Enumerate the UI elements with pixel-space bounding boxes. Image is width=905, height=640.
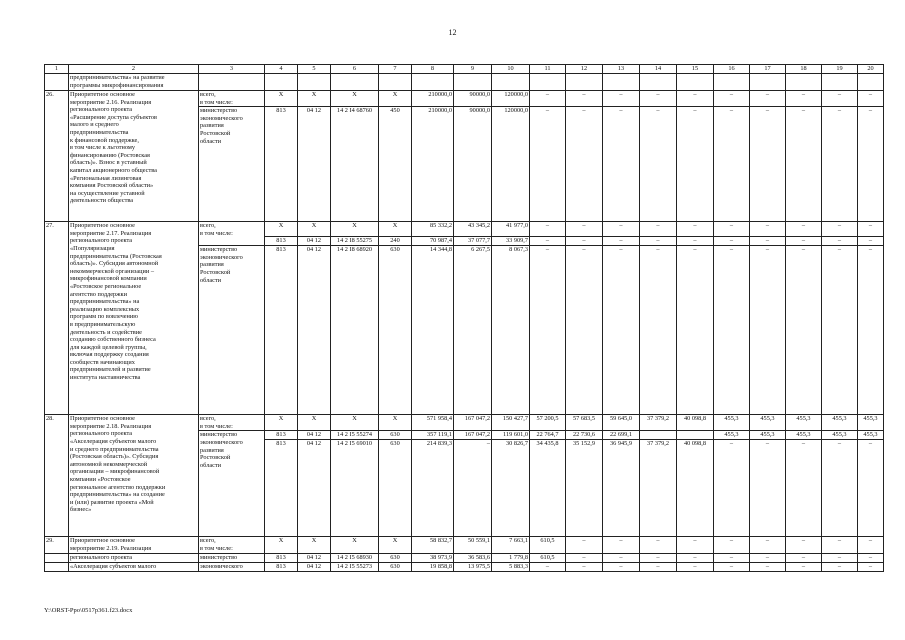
table-cell: 19 858,8 <box>412 562 454 571</box>
table-cell: 813 <box>265 562 298 571</box>
table-cell: 630 <box>379 562 412 571</box>
table-cell <box>454 74 492 91</box>
table-cell: Х <box>265 222 298 237</box>
column-header: 2 <box>69 65 199 74</box>
table-cell: 210000,0 <box>412 91 454 107</box>
table-cell <box>677 431 714 440</box>
table-cell: 813 <box>265 431 298 440</box>
table-cell: – <box>822 91 858 107</box>
table-cell <box>858 74 884 91</box>
table-cell: 813 <box>265 246 298 415</box>
table-cell: – <box>677 91 714 107</box>
table-cell: – <box>603 246 640 415</box>
table-cell: 59 645,0 <box>603 415 640 431</box>
table-cell: – <box>786 246 822 415</box>
table-cell: 58 832,7 <box>412 537 454 553</box>
table-cell: 450 <box>379 107 412 222</box>
table-cell: 455,3 <box>750 415 786 431</box>
table-cell: 14 2 I5 69010 <box>331 440 379 537</box>
table-cell: – <box>603 237 640 246</box>
table-cell: 04 12 <box>298 440 331 537</box>
table-cell: – <box>858 222 884 237</box>
table-cell: Х <box>331 415 379 431</box>
table-cell: 455,3 <box>822 431 858 440</box>
table-cell: 40 098,8 <box>677 440 714 537</box>
table-cell: – <box>750 107 786 222</box>
page-number: 12 <box>448 28 457 37</box>
table-cell <box>492 74 530 91</box>
table-cell: – <box>822 222 858 237</box>
table-cell: 455,3 <box>786 415 822 431</box>
column-header: 19 <box>822 65 858 74</box>
table-cell <box>45 553 69 562</box>
table-cell: – <box>603 562 640 571</box>
table-cell: – <box>786 553 822 562</box>
table-cell: 610,5 <box>530 537 566 553</box>
table-cell: 90000,0 <box>454 107 492 222</box>
table-cell: – <box>750 246 786 415</box>
table-cell: 37 379,2 <box>640 440 677 537</box>
column-header: 17 <box>750 65 786 74</box>
table-cell: 630 <box>379 553 412 562</box>
table-cell: 35 152,9 <box>566 440 603 537</box>
table-cell: 04 12 <box>298 562 331 571</box>
table-cell: – <box>640 553 677 562</box>
table-cell: – <box>822 562 858 571</box>
table-cell: – <box>822 107 858 222</box>
column-header: 5 <box>298 65 331 74</box>
table-cell: 150 427,7 <box>492 415 530 431</box>
table-cell: – <box>858 553 884 562</box>
table-cell: 571 958,4 <box>412 415 454 431</box>
table-cell <box>199 74 265 91</box>
table-cell: 14 2 I8 55275 <box>331 237 379 246</box>
table-cell: – <box>750 553 786 562</box>
table-cell: – <box>640 562 677 571</box>
responsible-executor: министерство экономического развития Ростовской области <box>199 431 265 537</box>
table-cell: 120000,0 <box>492 91 530 107</box>
table-cell: 1 779,8 <box>492 553 530 562</box>
responsible-executor: всего, в том числе: <box>199 91 265 107</box>
table-cell: – <box>750 562 786 571</box>
header-row <box>45 65 884 74</box>
table-cell: – <box>786 107 822 222</box>
table-cell: 33 909,7 <box>492 237 530 246</box>
table-cell: Х <box>265 415 298 431</box>
table-cell: – <box>786 237 822 246</box>
table-cell: – <box>750 222 786 237</box>
table-cell: – <box>858 562 884 571</box>
table-cell <box>45 562 69 571</box>
table-cell: 14 2 I5 68930 <box>331 553 379 562</box>
table-cell: – <box>822 246 858 415</box>
table-cell: 04 12 <box>298 237 331 246</box>
table-cell: 04 12 <box>298 553 331 562</box>
table-cell: Х <box>331 91 379 107</box>
table-cell: Х <box>331 537 379 553</box>
table-cell <box>265 74 298 91</box>
table-cell: – <box>714 222 750 237</box>
responsible-executor: экономического <box>199 562 265 571</box>
table-cell: 43 345,2 <box>454 222 492 237</box>
column-header: 1 <box>45 65 69 74</box>
table-cell <box>786 74 822 91</box>
table-cell: – <box>566 537 603 553</box>
table-cell: – <box>714 553 750 562</box>
table-cell: – <box>714 440 750 537</box>
item-description: «Акселерация субъектов малого <box>69 562 199 571</box>
table-cell: – <box>786 222 822 237</box>
table-cell: 22 730,6 <box>566 431 603 440</box>
table-cell: – <box>566 562 603 571</box>
table-cell: – <box>677 237 714 246</box>
table-cell: – <box>822 237 858 246</box>
table-cell: 630 <box>379 431 412 440</box>
item-number: 29. <box>45 537 69 553</box>
table-cell: 14 2 I5 55274 <box>331 431 379 440</box>
table-cell: Х <box>331 222 379 237</box>
table-cell: – <box>858 537 884 553</box>
column-header: 16 <box>714 65 750 74</box>
table-cell: 36 583,6 <box>454 553 492 562</box>
table-cell <box>714 74 750 91</box>
table-cell: – <box>640 222 677 237</box>
table-cell: 167 047,2 <box>454 415 492 431</box>
table-cell: – <box>566 222 603 237</box>
table-cell <box>640 431 677 440</box>
table-cell: 455,3 <box>750 431 786 440</box>
table-cell: 90000,0 <box>454 91 492 107</box>
table-cell: – <box>677 562 714 571</box>
table-cell: 34 435,8 <box>530 440 566 537</box>
table-cell: – <box>640 537 677 553</box>
column-header: 6 <box>331 65 379 74</box>
table-cell: – <box>858 237 884 246</box>
table-cell: – <box>677 553 714 562</box>
table-cell: 04 12 <box>298 431 331 440</box>
table-cell: Х <box>379 415 412 431</box>
table-cell: – <box>640 107 677 222</box>
column-header: 10 <box>492 65 530 74</box>
table-row <box>45 222 884 237</box>
responsible-executor: всего, в том числе: <box>199 222 265 246</box>
table-cell: – <box>603 91 640 107</box>
table-cell: 455,3 <box>714 431 750 440</box>
table-cell <box>640 74 677 91</box>
table-cell: – <box>677 107 714 222</box>
table-cell: 38 973,9 <box>412 553 454 562</box>
table-cell: 14 2 I5 55273 <box>331 562 379 571</box>
table-cell: – <box>454 440 492 537</box>
table-cell: 630 <box>379 246 412 415</box>
column-header: 20 <box>858 65 884 74</box>
column-header: 4 <box>265 65 298 74</box>
table-cell: – <box>786 562 822 571</box>
responsible-executor: всего, в том числе: <box>199 415 265 431</box>
table-cell: 37 379,2 <box>640 415 677 431</box>
table-cell: – <box>822 553 858 562</box>
table-cell: 7 663,1 <box>492 537 530 553</box>
table-cell: – <box>530 246 566 415</box>
table-cell: 85 332,2 <box>412 222 454 237</box>
column-header: 13 <box>603 65 640 74</box>
table-cell: – <box>786 440 822 537</box>
column-header: 12 <box>566 65 603 74</box>
table-cell: – <box>603 537 640 553</box>
table-cell: 70 987,4 <box>412 237 454 246</box>
table-cell: 14 2 I4 68760 <box>331 107 379 222</box>
table-cell: – <box>566 91 603 107</box>
table-cell: – <box>603 107 640 222</box>
responsible-executor: министерство экономического развития Ростовской области <box>199 107 265 222</box>
table-cell: 630 <box>379 440 412 537</box>
table-cell: – <box>714 91 750 107</box>
table-cell: – <box>750 440 786 537</box>
table-cell: – <box>566 237 603 246</box>
table-cell: Х <box>298 222 331 237</box>
table-cell <box>677 74 714 91</box>
table-cell: – <box>822 537 858 553</box>
table-cell: Х <box>298 415 331 431</box>
table-cell <box>530 74 566 91</box>
table-cell: – <box>566 553 603 562</box>
table-cell: 50 559,1 <box>454 537 492 553</box>
column-header: 18 <box>786 65 822 74</box>
item-description: Приоритетное основное мероприятие 2.18. Реализация регионального проекта «Акселерация субъектов малого и среднего предпринимательства (Ростовская область)». Субсидия автономной некоммерческой организации – микрофинансовой компании «Ростовское региональное агентство поддержки предпринимательства» на создание и (или) развитие проекта «Мой бизнес» <box>69 415 199 537</box>
item-description: регионального проекта <box>69 553 199 562</box>
table-cell <box>45 74 69 91</box>
table-cell: 455,3 <box>714 415 750 431</box>
table-cell: – <box>530 562 566 571</box>
column-header: 15 <box>677 65 714 74</box>
table-cell <box>379 74 412 91</box>
item-number: 26. <box>45 91 69 222</box>
column-header: 9 <box>454 65 492 74</box>
table-cell: 36 945,9 <box>603 440 640 537</box>
table-cell: – <box>530 222 566 237</box>
item-description: предпринимательства» на развитие программы микрофинансирования <box>69 74 199 91</box>
table-cell: – <box>530 91 566 107</box>
table-cell: – <box>640 246 677 415</box>
table-cell: – <box>822 440 858 537</box>
table-cell: – <box>603 222 640 237</box>
table-cell: 40 098,8 <box>677 415 714 431</box>
table-cell: – <box>677 222 714 237</box>
table-cell: – <box>640 91 677 107</box>
table-cell: 14 2 I8 68920 <box>331 246 379 415</box>
table-cell: – <box>566 246 603 415</box>
table-cell: 120000,0 <box>492 107 530 222</box>
table-cell: 455,3 <box>858 431 884 440</box>
table-row <box>45 553 884 562</box>
budget-table <box>44 64 884 572</box>
item-description: Приоритетное основное мероприятие 2.19. Реализация <box>69 537 199 553</box>
table-cell: – <box>714 537 750 553</box>
table-cell: Х <box>298 91 331 107</box>
table-cell: Х <box>298 537 331 553</box>
table-cell: Х <box>379 222 412 237</box>
table-cell: 455,3 <box>786 431 822 440</box>
table-cell: – <box>858 246 884 415</box>
table-cell: 813 <box>265 440 298 537</box>
table-cell: 14 344,8 <box>412 246 454 415</box>
table-cell: 455,3 <box>858 415 884 431</box>
table-cell: – <box>858 107 884 222</box>
table-cell: 8 067,3 <box>492 246 530 415</box>
table-cell: 167 047,2 <box>454 431 492 440</box>
table-cell: Х <box>379 91 412 107</box>
table-cell: – <box>750 237 786 246</box>
table-cell <box>750 74 786 91</box>
column-header: 3 <box>199 65 265 74</box>
table-row <box>45 562 884 571</box>
table-cell: 813 <box>265 107 298 222</box>
table-cell <box>822 74 858 91</box>
table-cell: – <box>858 440 884 537</box>
table-cell: 37 077,7 <box>454 237 492 246</box>
table-row <box>45 74 884 91</box>
table-cell: 13 975,5 <box>454 562 492 571</box>
table-cell: Х <box>265 537 298 553</box>
table-cell: – <box>858 91 884 107</box>
table-cell: 41 977,0 <box>492 222 530 237</box>
table-cell: 610,5 <box>530 553 566 562</box>
table-cell: – <box>640 237 677 246</box>
column-header: 14 <box>640 65 677 74</box>
table-cell: 6 267,5 <box>454 246 492 415</box>
responsible-executor: министерство экономического развития Ростовской области <box>199 246 265 415</box>
table-cell: 04 12 <box>298 107 331 222</box>
table-cell: 5 883,3 <box>492 562 530 571</box>
table-cell: – <box>603 553 640 562</box>
file-path-footer: Y:\ORST-Ppo\0517p361.f23.docx <box>44 607 133 614</box>
table-cell: – <box>530 237 566 246</box>
table-cell <box>603 74 640 91</box>
table-cell: 813 <box>265 237 298 246</box>
table-cell: – <box>786 537 822 553</box>
table-row <box>45 415 884 431</box>
table-cell <box>298 74 331 91</box>
table-cell <box>566 74 603 91</box>
item-description: Приоритетное основное мероприятие 2.16. Реализация регионального проекта «Расширение доступа субъектов малого и среднего предпринимательства к финансовой поддержке, в том числе к льготному финансированию (Ростовская область)». Взнос в уставный капитал акционерного общества «Региональная лизинговая компания Ростовской области» на осуществление уставной деятельности общества <box>69 91 199 222</box>
table-cell: 30 826,7 <box>492 440 530 537</box>
table-cell: 22 764,7 <box>530 431 566 440</box>
table-cell: 214 839,3 <box>412 440 454 537</box>
table-cell: Х <box>265 91 298 107</box>
item-description: Приоритетное основное мероприятие 2.17. Реализация регионального проекта «Популяризация предпринимательства (Ростовская область)». Субсидия автономной некоммерческой организации – микрофинансовой компании «Ростовское региональное агентство поддержки предпринимательства» на реализацию комплексных программ по вовлечению в предпринимательскую деятельность и содействие созданию собственного бизнеса для каждой целевой группы, включая поддержку создания сообществ начинающих предпринимателей и развитие института наставничества <box>69 222 199 415</box>
table-cell: 210000,0 <box>412 107 454 222</box>
table-cell: 57 200,5 <box>530 415 566 431</box>
item-number: 28. <box>45 415 69 537</box>
column-header: 8 <box>412 65 454 74</box>
table-cell: – <box>714 562 750 571</box>
table-cell: – <box>786 91 822 107</box>
table-cell: 240 <box>379 237 412 246</box>
table-cell: 813 <box>265 553 298 562</box>
table-cell: – <box>750 537 786 553</box>
table-cell: Х <box>379 537 412 553</box>
table-cell: – <box>750 91 786 107</box>
table-cell <box>412 74 454 91</box>
table-cell: 455,3 <box>822 415 858 431</box>
column-header: 11 <box>530 65 566 74</box>
table-cell: – <box>677 246 714 415</box>
table-cell: 57 683,5 <box>566 415 603 431</box>
table-cell: 119 601,0 <box>492 431 530 440</box>
responsible-executor: министерство <box>199 553 265 562</box>
table-cell: 22 699,1 <box>603 431 640 440</box>
responsible-executor: всего, в том числе: <box>199 537 265 553</box>
table-row <box>45 91 884 107</box>
table-row <box>45 537 884 553</box>
table-cell: 357 119,1 <box>412 431 454 440</box>
column-header: 7 <box>379 65 412 74</box>
table-cell: – <box>714 107 750 222</box>
table-cell <box>331 74 379 91</box>
table-cell: – <box>714 237 750 246</box>
table-cell: – <box>714 246 750 415</box>
table-cell: – <box>566 107 603 222</box>
table-cell: 04 12 <box>298 246 331 415</box>
table-cell: – <box>677 537 714 553</box>
item-number: 27. <box>45 222 69 415</box>
table-cell: – <box>530 107 566 222</box>
